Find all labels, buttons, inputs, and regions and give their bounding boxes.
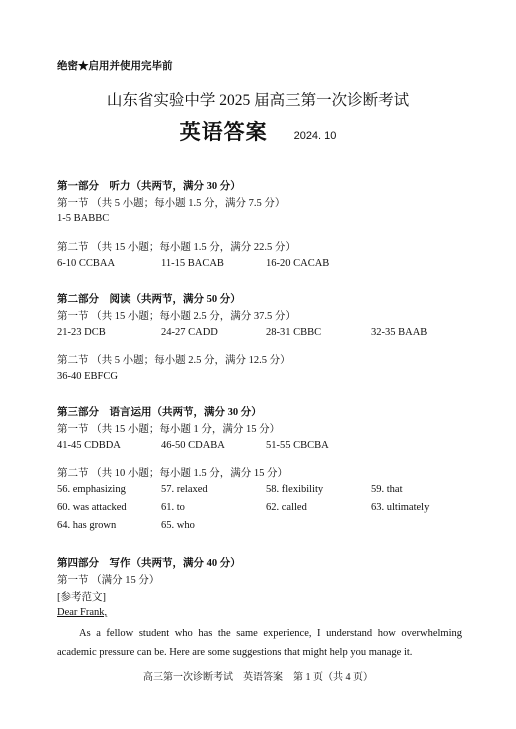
answer-item: 57. relaxed xyxy=(161,484,208,495)
part2-sec2-desc: 第二节 （共 5 小题；每小题 2.5 分，满分 12.5 分） xyxy=(57,355,291,366)
answer-group: 1-5 BABBC xyxy=(57,213,110,224)
answer-item: 64. has grown xyxy=(57,520,117,531)
exam-date: 2024. 10 xyxy=(293,130,337,142)
exam-school-title: 山东省实验中学 2025 届高三第一次诊断考试 xyxy=(106,92,410,109)
letter-salutation: Dear Frank, xyxy=(57,607,108,618)
page-title: 英语答案 xyxy=(179,120,268,144)
answer-group: 41-45 CDBDA xyxy=(57,440,121,451)
answer-group: 28-31 CBBC xyxy=(266,327,322,338)
answer-group: 32-35 BAAB xyxy=(371,327,428,338)
part2-sec1-desc: 第一节 （共 15 小题；每小题 2.5 分，满分 37.5 分） xyxy=(57,311,296,322)
part4-heading: 第四部分 写作（共两节，满分 40 分） xyxy=(57,558,241,569)
answer-group: 11-15 BACAB xyxy=(161,258,224,269)
title-line xyxy=(0,116,516,146)
answer-item: 58. flexibility xyxy=(266,484,324,495)
answer-item: 61. to xyxy=(161,502,185,513)
answer-group: 6-10 CCBAA xyxy=(57,258,116,269)
answer-item: 63. ultimately xyxy=(371,502,430,513)
answer-group: 21-23 DCB xyxy=(57,327,106,338)
part1-sec2-desc: 第二节 （共 15 小题；每小题 1.5 分，满分 22.5 分） xyxy=(57,242,296,253)
answer-group: 16-20 CACAB xyxy=(266,258,330,269)
part1-heading: 第一部分 听力（共两节，满分 30 分） xyxy=(57,181,241,192)
page-footer: 高三第一次诊断考试 英语答案 第 1 页（共 4 页） xyxy=(143,672,373,683)
part3-sec1-desc: 第一节 （共 15 小题；每小题 1 分，满分 15 分） xyxy=(57,424,281,435)
answer-item: 60. was attacked xyxy=(57,502,127,513)
sample-label: [参考范文] xyxy=(57,592,106,603)
part4-sec1-desc: 第一节 （满分 15 分） xyxy=(57,575,160,586)
answer-group: 36-40 EBFCG xyxy=(57,371,118,382)
answer-item: 59. that xyxy=(371,484,403,495)
answer-group: 46-50 CDABA xyxy=(161,440,225,451)
sample-paragraph: As a fellow student who has the same experience, I understand how overwhelming academic pressure can be. Here are some suggestions that might help you manage it. xyxy=(57,628,462,658)
part2-heading: 第二部分 阅读（共两节，满分 50 分） xyxy=(57,294,241,305)
answer-item: 56. emphasizing xyxy=(57,484,126,495)
confidential-notice: 绝密★启用并使用完毕前 xyxy=(57,61,173,72)
answer-item: 62. called xyxy=(266,502,307,513)
answer-group: 24-27 CADD xyxy=(161,327,218,338)
part3-sec2-desc: 第二节 （共 10 小题；每小题 1.5 分，满分 15 分） xyxy=(57,468,288,479)
part3-heading: 第三部分 语言运用（共两节，满分 30 分） xyxy=(57,407,262,418)
answer-item: 65. who xyxy=(161,520,195,531)
answer-group: 51-55 CBCBA xyxy=(266,440,329,451)
part1-sec1-desc: 第一节 （共 5 小题；每小题 1.5 分，满分 7.5 分） xyxy=(57,198,286,209)
